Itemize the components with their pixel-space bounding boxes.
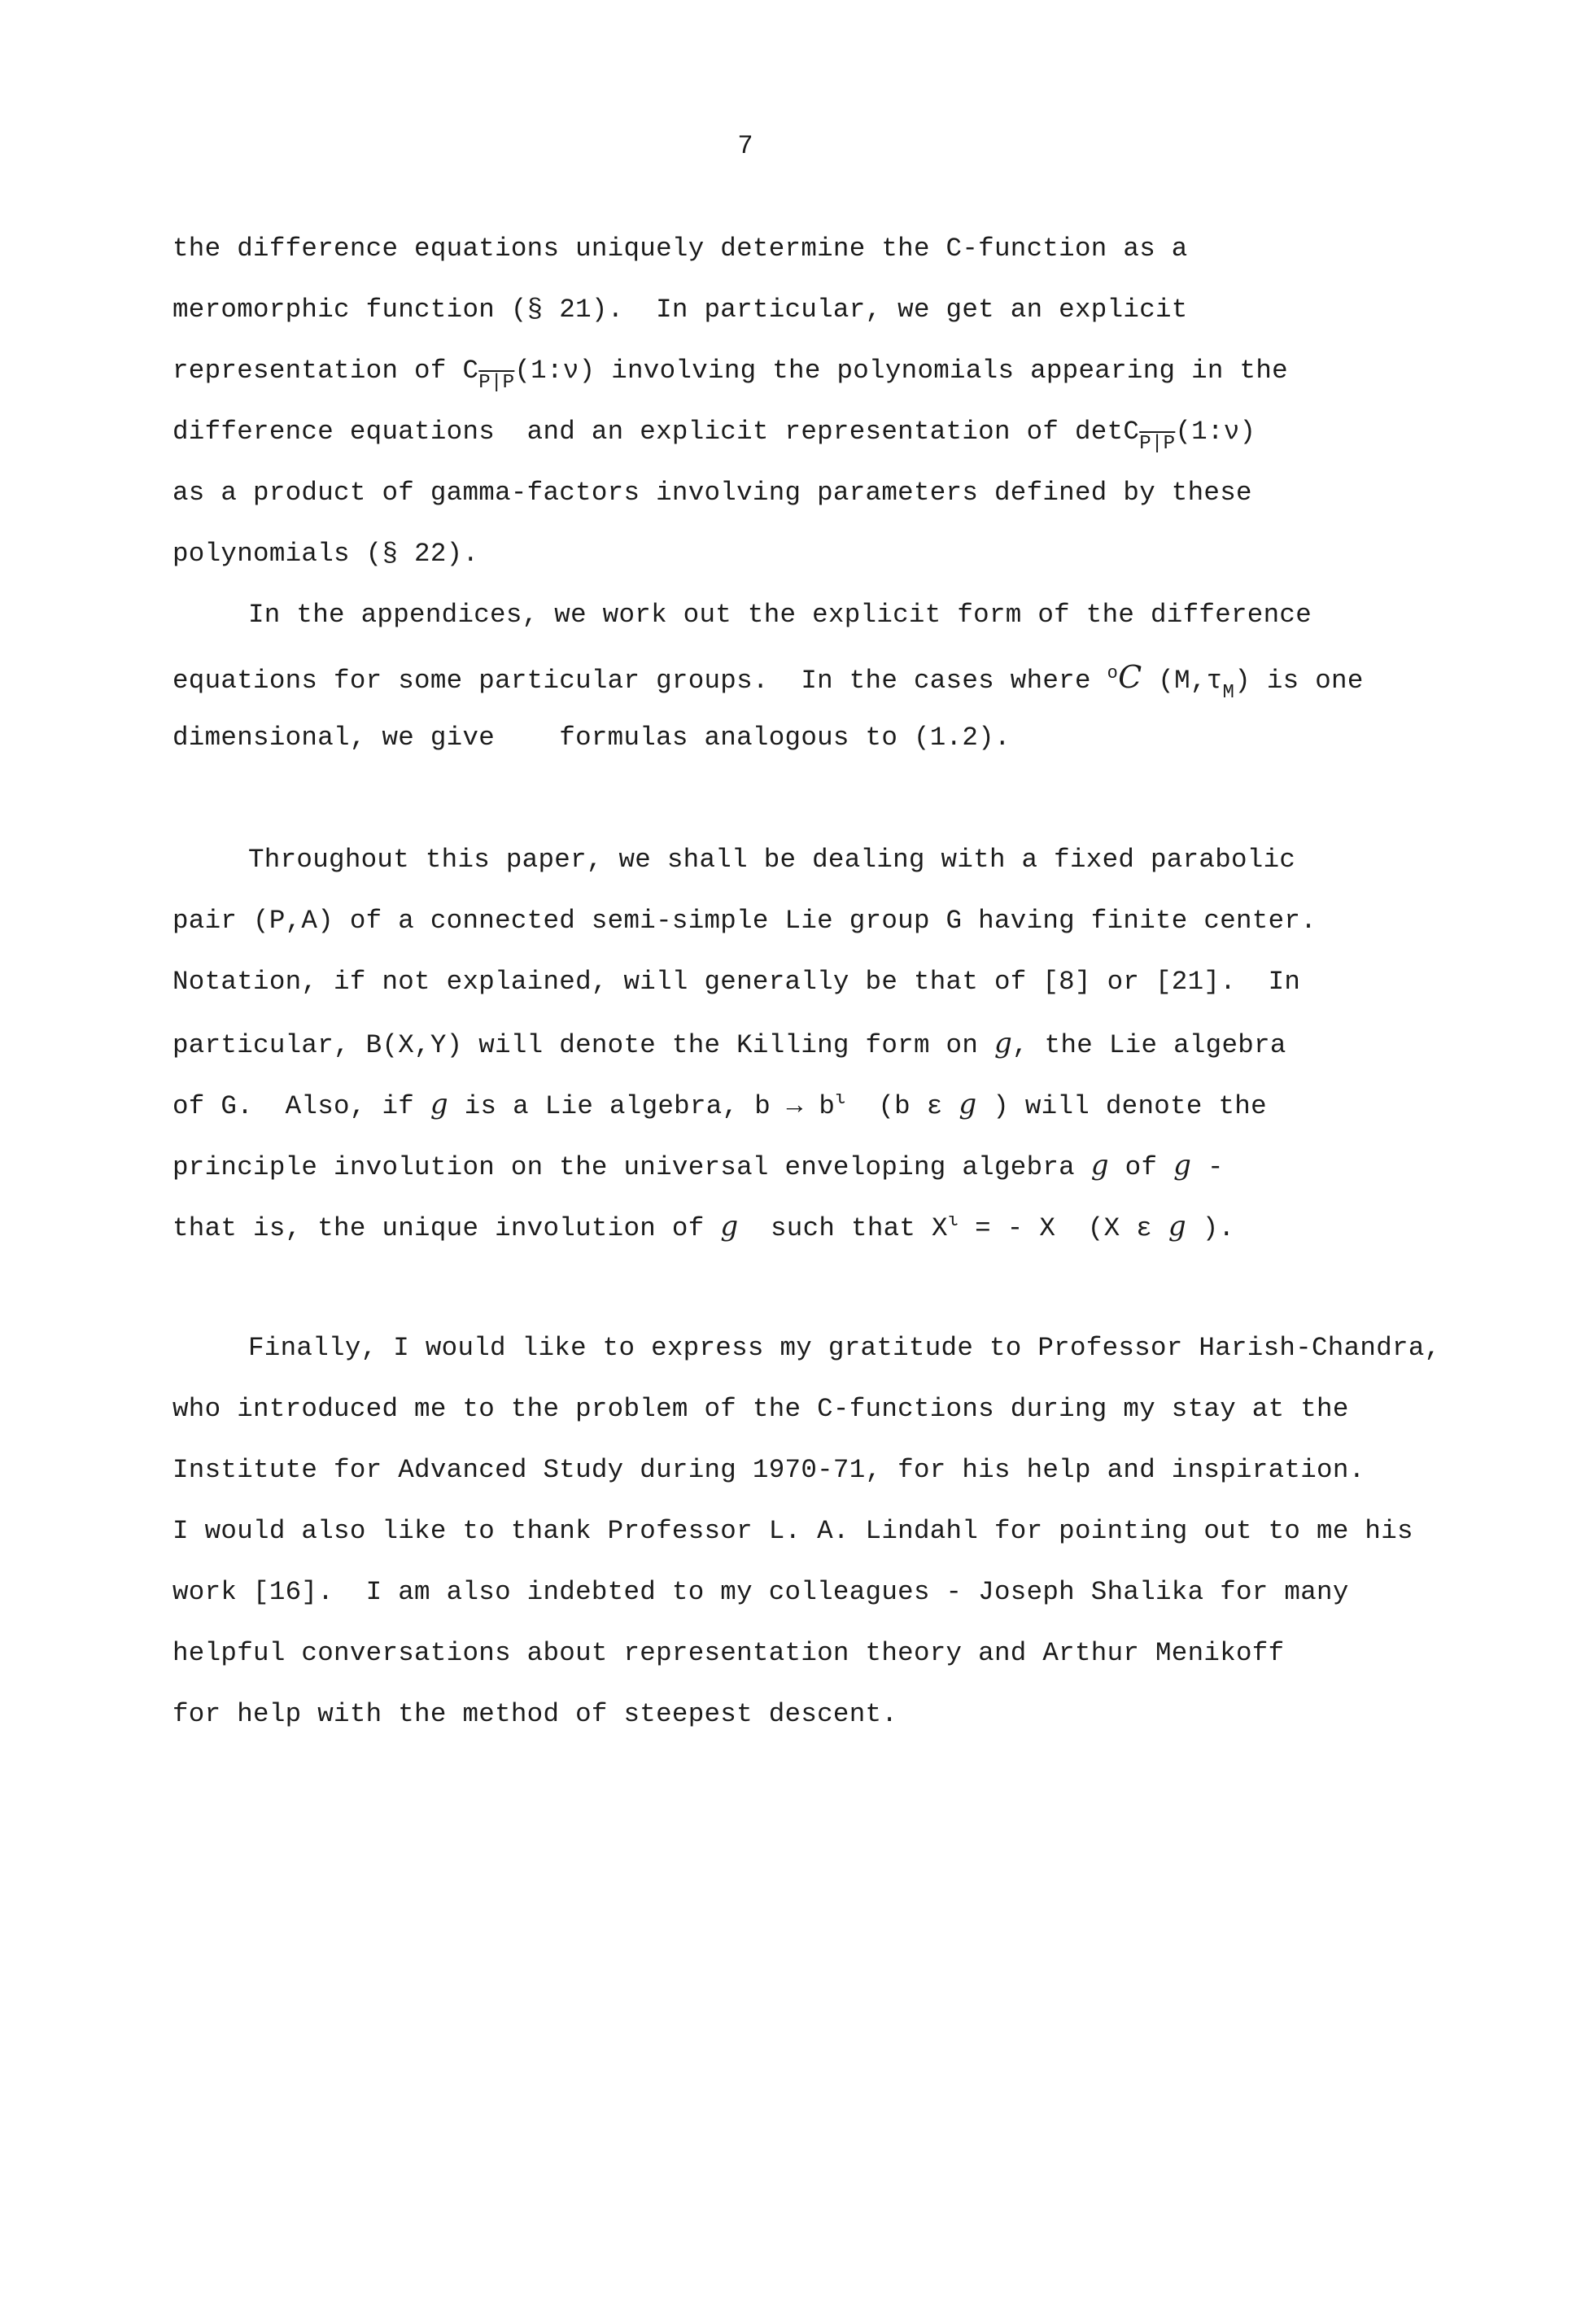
text: equations for some particular groups. In the cases where (173, 666, 1107, 696)
fraktur-g-symbol: g (1090, 1149, 1109, 1182)
text: (1:ν) (1175, 417, 1256, 447)
paragraph1-line4 (173, 416, 1256, 455)
paragraph4-line4: I would also like to thank Professor L. A. Lindahl for pointing out to me his (173, 1516, 1413, 1546)
text: of G. Also, if (173, 1091, 430, 1121)
paragraph3-line3: Notation, if not explained, will generally be that of [8] or [21]. In (173, 967, 1301, 997)
text: = - X (X ε (959, 1213, 1168, 1243)
fraktur-g-symbol: g (959, 1088, 977, 1120)
paragraph4-line2: who introduced me to the problem of the C-functions during my stay at the (173, 1394, 1349, 1424)
fraktur-g-symbol: g (430, 1088, 448, 1120)
paragraph4-line7: for help with the method of steepest descent. (173, 1699, 898, 1729)
text: principle involution on the universal enveloping algebra (173, 1152, 1091, 1182)
script-c-symbol: C (1118, 659, 1142, 695)
paragraph4-line5: work [16]. I am also indebted to my colleagues - Joseph Shalika for many (173, 1577, 1349, 1607)
paragraph1-line6: polynomials (§ 22). (173, 539, 479, 569)
subscript: M (1222, 682, 1235, 704)
fraktur-g-symbol: g (1168, 1210, 1186, 1243)
text: (1:ν) involving the polynomials appearing in the (514, 356, 1288, 386)
paragraph3-line2: pair (P,A) of a connected semi-simple Lie group G having finite center. (173, 906, 1317, 936)
paragraph4-line3: Institute for Advanced Study during 1970-71, for his help and inspiration. (173, 1455, 1365, 1485)
superscript: ι (835, 1089, 846, 1109)
text: (b ε (845, 1091, 959, 1121)
text: ) is one (1234, 666, 1364, 696)
fraktur-g-symbol: g (720, 1210, 739, 1243)
paragraph1-line1: the difference equations uniquely determine the C-function as a (173, 234, 1188, 264)
fraktur-g-symbol: g (994, 1027, 1013, 1059)
page-number: 7 (737, 131, 753, 161)
text: - (1191, 1152, 1224, 1182)
paragraph3-line1: Throughout this paper, we shall be dealing with a fixed parabolic (248, 845, 1296, 875)
superscript: ι (947, 1211, 959, 1231)
superscript: o (1107, 663, 1119, 684)
paragraph1-line5: as a product of gamma-factors involving parameters defined by these (173, 478, 1252, 508)
paragraph1-line2: meromorphic function (§ 21). In particular, we get an explicit (173, 295, 1188, 325)
text: of (1108, 1152, 1174, 1182)
text: particular, B(X,Y) will denote the Killing form on (173, 1030, 994, 1060)
paragraph4-line6: helpful conversations about representation theory and Arthur Menikoff (173, 1638, 1285, 1668)
text: is a Lie algebra, b → b (448, 1091, 836, 1121)
paragraph4-line1: Finally, I would like to express my gratitude to Professor Harish-Chandra, (248, 1333, 1441, 1363)
paragraph1-line3 (173, 355, 1288, 394)
text: (M,τ (1142, 666, 1223, 696)
paragraph3-line5 (173, 1088, 1267, 1125)
paragraph2-line3: dimensional, we give formulas analogous to (1.2). (173, 723, 1011, 753)
text: that is, the unique involution of (173, 1213, 721, 1243)
fraktur-g-symbol: g (1173, 1149, 1192, 1182)
text: ). (1186, 1213, 1235, 1243)
paragraph3-line4 (173, 1027, 1286, 1062)
text: representation of C (173, 356, 479, 386)
paragraph2-line1: In the appendices, we work out the explicit form of the difference (248, 600, 1312, 630)
text: , the Lie algebra (1012, 1030, 1286, 1060)
subscript: P|P (1139, 433, 1176, 455)
paragraph2-line2 (173, 659, 1364, 704)
text: ) will denote the (976, 1091, 1267, 1121)
paragraph3-line6 (173, 1149, 1224, 1184)
paragraph3-line7 (173, 1210, 1234, 1247)
text: such that X (738, 1213, 948, 1243)
subscript: P|P (478, 372, 515, 394)
text: difference equations and an explicit representation of detC (173, 417, 1140, 447)
